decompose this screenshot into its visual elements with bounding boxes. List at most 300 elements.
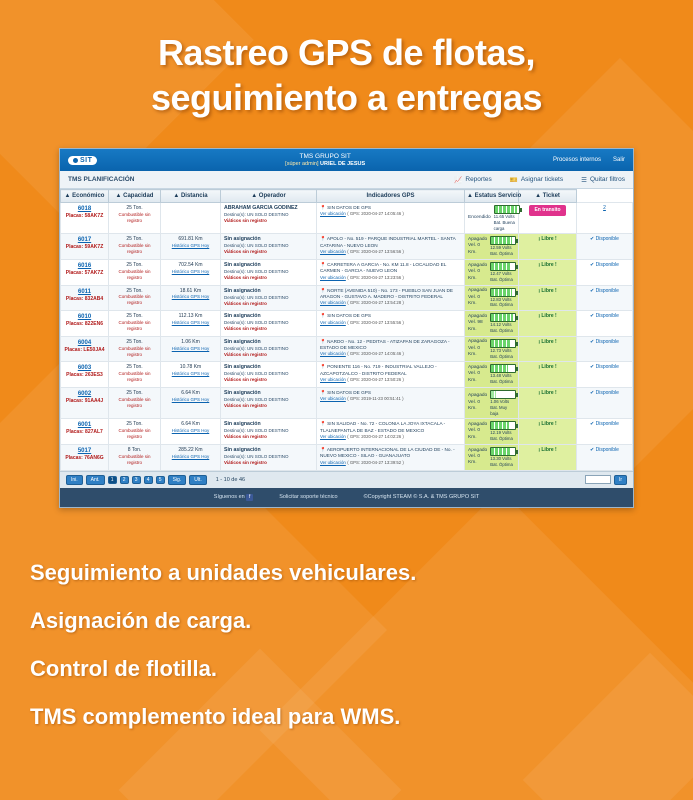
historico-gps-link[interactable]: Histórico GPS Hoy [171, 294, 210, 300]
cell-estatus[interactable] [519, 203, 577, 234]
cell-estatus[interactable] [519, 336, 577, 362]
cell-estatus[interactable] [519, 444, 577, 470]
placas-text: Placas: 76AN6G [65, 455, 104, 462]
velocity-text: Vel. 0 Km. [468, 294, 481, 307]
economico-link[interactable]: 6004 [77, 339, 92, 346]
pager-page-2[interactable]: 2 [120, 476, 129, 484]
ver-ubicacion-link[interactable]: Ver ubicación [320, 300, 346, 306]
list-item: TMS complemento ideal para WMS. [30, 703, 401, 729]
gps-location: 📍 NORTE (AVENIDA 510) - No. 173 - PUEBLO SAN JUAN DE ARAGON - GUSTAVO A. MADERO - DISTRITO FEDERAL [320, 287, 454, 299]
cell-distancia: 18.61 Km Histórico GPS Hoy [161, 285, 221, 311]
placas-text: Placas: 822EN6 [66, 321, 103, 328]
cell-gps [317, 387, 465, 418]
operador-destino: Destino(s): UN SOLO DESTINO [224, 243, 289, 249]
ignition-state: Encendido [468, 214, 491, 220]
cell-ticket[interactable] [577, 444, 633, 470]
battery-icon [490, 421, 516, 430]
cell-estatus[interactable] [519, 234, 577, 260]
ignition-state: Apagado Vel. 0 Km. [468, 339, 488, 358]
gps-location: 📍 SIN DATOS DE GPS [320, 313, 371, 319]
voltage-text: 13.48 Volts [490, 373, 512, 379]
cell-gps [317, 285, 465, 311]
status-badge: ¡ Libre ! [538, 389, 557, 396]
voltage-text: 12.83 Volts [490, 296, 512, 302]
ticket-disponible[interactable]: ✔ Disponible [590, 364, 619, 371]
map-pin-icon: 📍 [320, 389, 326, 395]
cell-ticket[interactable] [577, 362, 633, 388]
footer-follow: Síguenos en f [214, 494, 253, 501]
cell-economico[interactable] [61, 203, 109, 234]
cell-ticket[interactable] [577, 419, 633, 445]
viaticos-note: Viáticos sin registro [224, 249, 267, 255]
viaticos-note: Viáticos sin registro [224, 275, 267, 281]
cell-operador [221, 203, 317, 234]
cell-distancia [161, 203, 221, 234]
cell-economico[interactable] [61, 387, 109, 418]
gps-timestamp: ( GPS: 2020-04-27 13:50:26 ) [347, 377, 404, 383]
operador-nombre: Sin asignación [224, 446, 261, 453]
operador-destino: Destino(s): UN SOLO DESTINO [224, 269, 289, 274]
cell-indicadores [465, 285, 519, 311]
cell-estatus[interactable] [519, 362, 577, 388]
ticket-disponible[interactable]: ✔ Disponible [590, 446, 619, 453]
table-row[interactable] [61, 285, 633, 311]
cell-operador [221, 362, 317, 388]
cell-economico[interactable] [61, 311, 109, 337]
ignition-state: Apagado Vel. 0 Km. [468, 364, 488, 383]
ver-ubicacion-link[interactable]: Ver ubicación [320, 319, 346, 325]
economico-link[interactable]: 6017 [77, 237, 92, 244]
voltage-text: 12.73 Volts [490, 347, 512, 353]
status-badge: ¡ Libre ! [538, 446, 557, 453]
table-row[interactable] [61, 234, 633, 260]
cell-ticket[interactable] [577, 203, 633, 234]
cell-capacidad: 25 Ton. Combustible sin registro [109, 336, 161, 362]
voltage-text: 12.47 Volts [490, 270, 512, 276]
economico-link[interactable]: 6002 [77, 390, 92, 397]
table-row[interactable] [61, 311, 633, 337]
table-header-row [61, 190, 633, 203]
link-salir[interactable]: Salir [612, 157, 625, 163]
placas-text: Placas: 58AK7Z [65, 213, 104, 220]
ver-ubicacion-link[interactable]: Ver ubicación [320, 249, 346, 255]
cell-gps [317, 362, 465, 388]
pager-page-3[interactable]: 3 [132, 476, 141, 484]
col-ticket[interactable]: ▲ Ticket [519, 190, 577, 203]
velocity-text: Vel. 0 Km. [468, 428, 481, 440]
map-pin-icon: 📍 [320, 205, 326, 210]
cell-distancia: 702.54 Km Histórico GPS Hoy [161, 259, 221, 285]
operador-destino: Destino(s): UN SOLO DESTINO [224, 294, 289, 300]
logo-dot-icon [73, 158, 78, 163]
gps-location: 📍 AEROPUERTO INTERNACIONAL DE LA CIUDAD DE - No. - NUEVO MEXICO - SILAO - GUANAJUATO [320, 446, 455, 459]
gps-location: 📍 NARDO - No. 12 - PEDITAS - ATIZAPAN DE ZARAGOZA - ESTADO DE MEXICO [320, 338, 450, 351]
ticket-disponible[interactable]: ✔ Disponible [590, 261, 619, 268]
historico-gps-link[interactable]: Histórico GPS Hoy [171, 371, 210, 377]
ignition-state: Apagado Vel. 0 Km. [468, 262, 488, 281]
velocity-text: Vel. 0 Km. [468, 269, 481, 281]
cell-economico[interactable] [61, 234, 109, 260]
historico-gps-link[interactable]: Histórico GPS Hoy [171, 345, 210, 351]
cell-ticket[interactable] [577, 387, 633, 418]
app-header [60, 149, 633, 171]
app-screenshot [59, 148, 634, 508]
battery-icon [490, 339, 516, 348]
cell-indicadores [465, 444, 519, 470]
pager-first[interactable]: Ini. [66, 475, 83, 485]
pagination-bar [60, 471, 633, 488]
gps-location: 📍 APOLO - No. 519 - PARQUE INDUSTRIAL MARTEL - SANTA CATARINA - NUEVO LEON [320, 236, 456, 248]
historico-gps-link[interactable]: Histórico GPS Hoy [171, 268, 210, 274]
battery-status-text: Bat. Óptima [490, 276, 513, 282]
economico-link[interactable]: 6018 [77, 206, 92, 212]
placas-text: Placas: LE50JA4 [64, 346, 105, 353]
pager-last[interactable]: Ult. [189, 475, 207, 485]
viaticos-note: Viáticos sin registro [224, 460, 267, 466]
footer-copyright: ©Copyright STEAM © S.A. & TMS GRUPO SIT [363, 494, 480, 501]
col-operador[interactable]: ▲ Operador [221, 190, 317, 203]
cell-economico[interactable] [61, 419, 109, 445]
operador-destino: Destino(s): UN SOLO DESTINO [224, 453, 289, 459]
pager-page-1[interactable]: 1 [108, 476, 117, 484]
historico-gps-link[interactable]: Histórico GPS Hoy [171, 396, 210, 402]
cell-economico[interactable] [61, 285, 109, 311]
cell-economico[interactable] [61, 362, 109, 388]
map-pin-icon: 📍 [320, 236, 326, 242]
operador-destino: Destino(s): UN SOLO DESTINO [224, 428, 289, 434]
cell-indicadores [465, 311, 519, 337]
list-item: Seguimiento a unidades vehiculares. [30, 559, 417, 585]
combustible-note: Combustible sin registro [118, 268, 151, 280]
velocity-text: Vel. 98 Km. [468, 320, 483, 332]
battery-status-text: Bat. Óptima [490, 461, 513, 467]
table-row[interactable] [61, 419, 633, 445]
cell-operador [221, 311, 317, 337]
ticket-disponible[interactable]: ✔ Disponible [590, 338, 619, 345]
cell-capacidad: 8 Ton. Combustible sin registro [109, 444, 161, 470]
historico-gps-link[interactable]: Histórico GPS Hoy [171, 319, 210, 325]
cell-gps [317, 311, 465, 337]
map-pin-icon: 📍 [320, 421, 326, 427]
app-title: TMS GRUPO SIT [299, 153, 351, 161]
asignar-tickets-label: Asignar tickets [520, 176, 564, 183]
viaticos-note: Viáticos sin registro [224, 326, 267, 332]
cell-operador [221, 285, 317, 311]
placas-text: Placas: 57AK7Z [65, 270, 104, 277]
voltage-text: 1.06 Volts [490, 398, 510, 404]
gps-location: 📍 CARRETERA A GARCIA - No. KM 11.8 - LOCALIDAD EL CARMEN - GARCIA - NUEVO LEON [320, 261, 447, 274]
velocity-text: Vel. 0 Km. [468, 345, 481, 358]
status-badge: ¡ Libre ! [538, 338, 557, 345]
cell-estatus[interactable] [519, 285, 577, 311]
ignition-state: Apagado Vel. 98 Km. [468, 313, 488, 332]
cell-distancia: 691.81 Km Histórico GPS Hoy [161, 234, 221, 260]
asignar-tickets-button[interactable] [510, 176, 563, 184]
cell-indicadores [465, 259, 519, 285]
gps-timestamp: ( GPS: 2020-04-27 13:54:28 ) [347, 300, 404, 306]
page-title [0, 0, 693, 120]
cell-capacidad: 25 Ton. Combustible sin registro [109, 285, 161, 311]
cell-indicadores [465, 362, 519, 388]
ver-ubicacion-link[interactable]: Ver ubicación [320, 396, 346, 402]
battery-icon [494, 205, 520, 214]
cell-ticket[interactable] [577, 311, 633, 337]
ticket-disponible[interactable]: ✔ Disponible [590, 421, 619, 428]
cell-estatus[interactable] [519, 387, 577, 418]
status-badge: ¡ Libre ! [538, 421, 557, 428]
table-row[interactable] [61, 259, 633, 285]
ignition-state: Apagado Vel. 0 Km. [468, 393, 488, 412]
cell-capacidad: 25 Ton. Combustible sin registro [109, 203, 161, 234]
gps-location: 📍 PONIENTE 116 - No. 719 - INDUSTRIAL VALLEJO - AZCAPOTZALCO - DISTRITO FEDERAL [320, 364, 437, 376]
historico-gps-link[interactable]: Histórico GPS Hoy [171, 453, 210, 459]
cell-gps [317, 203, 465, 234]
cell-gps [317, 419, 465, 445]
gps-timestamp: ( GPS: 2020-04-27 14:02:26 ) [347, 434, 404, 440]
map-pin-icon: 📍 [320, 313, 326, 319]
cell-ticket[interactable] [577, 336, 633, 362]
reportes-button[interactable] [454, 176, 491, 184]
cell-estatus[interactable] [519, 259, 577, 285]
ver-ubicacion-link[interactable]: Ver ubicación [320, 274, 346, 280]
battery-status-text: Bat. Óptima [490, 327, 513, 333]
combustible-note: Combustible sin registro [118, 453, 151, 465]
ignition-state: Apagado Vel. 0 Km. [468, 421, 488, 440]
app-title-block [97, 153, 553, 166]
link-procesos-internos[interactable]: Procesos internos [552, 157, 601, 163]
pager-info: 1 - 10 de 46 [215, 476, 246, 483]
facebook-icon[interactable]: f [246, 494, 253, 501]
battery-status-text: Bat. Óptima [490, 353, 513, 359]
placas-text: Placas: 832AB4 [65, 295, 104, 302]
col-economico[interactable]: ▲ Económico [61, 190, 109, 203]
quitar-filtros-label: Quitar filtros [589, 176, 625, 183]
battery-icon [490, 364, 516, 373]
app-username: URIEL DE JESUS [320, 160, 366, 167]
feature-list [0, 524, 693, 730]
viaticos-note: Viáticos sin registro [224, 218, 267, 224]
sit-logo [68, 156, 97, 165]
combustible-note: Combustible sin registro [118, 396, 151, 408]
status-badge: ¡ Libre ! [538, 287, 557, 294]
pager-page-4[interactable]: 4 [144, 476, 153, 484]
velocity-text: Vel. 0 Km. [468, 399, 481, 412]
units-table [60, 189, 633, 471]
col-distancia[interactable]: ▲ Distancia [161, 190, 221, 203]
ticket-link[interactable]: 2 [603, 205, 606, 211]
ticket-disponible[interactable]: ✔ Disponible [590, 287, 619, 294]
economico-link[interactable]: 6001 [77, 422, 92, 429]
ticket-icon: 🎫 [509, 176, 518, 184]
historico-gps-link[interactable]: Histórico GPS Hoy [171, 428, 210, 434]
combustible-note: Combustible sin registro [118, 371, 151, 383]
col-capacidad[interactable]: ▲ Capacidad [109, 190, 161, 203]
economico-link[interactable]: 6016 [77, 262, 92, 269]
list-item: Asignación de carga. [30, 607, 252, 633]
header-links [553, 157, 625, 163]
placas-text: Placas: 91AA4J [65, 398, 104, 405]
pager-prev[interactable]: Ant. [86, 475, 105, 485]
economico-link[interactable]: 6010 [77, 314, 92, 321]
cell-gps [317, 444, 465, 470]
cell-operador [221, 387, 317, 418]
cell-ticket[interactable] [577, 285, 633, 311]
battery-icon [490, 447, 516, 456]
voltage-text: 14.12 Volts [490, 322, 512, 328]
cell-capacidad: 25 Ton. Combustible sin registro [109, 234, 161, 260]
footer-support-link[interactable]: Solicitar soporte técnico [279, 494, 338, 501]
battery-status-text: Bat. Óptima [490, 436, 513, 442]
cell-operador [221, 419, 317, 445]
gps-timestamp: ( GPS: 2019-11-23 00:51:41 ) [347, 396, 404, 402]
gps-timestamp: ( GPS: 2020-04-27 14:05:46 ) [347, 211, 404, 217]
module-title: TMS PLANIFICACIÓN [68, 176, 135, 183]
table-row[interactable] [61, 387, 633, 418]
cell-operador [221, 234, 317, 260]
operador-nombre: ABRAHAM GARCIA GODINEZ [224, 205, 298, 211]
operador-destino: Destino(s): UN SOLO DESTINO [224, 212, 289, 218]
operador-nombre: Sin asignación [224, 287, 261, 294]
battery-status-text: Bat. Óptima [490, 251, 513, 257]
cell-distancia: 285.22 Km Histórico GPS Hoy [161, 444, 221, 470]
placas-text: Placas: 263ES3 [66, 372, 103, 379]
status-badge: En transito [529, 205, 565, 216]
pager-page-5[interactable]: 5 [156, 476, 165, 484]
status-badge: ¡ Libre ! [538, 261, 557, 268]
cell-indicadores [465, 336, 519, 362]
cell-indicadores [465, 419, 519, 445]
placas-text: Placas: 827AL7 [66, 429, 103, 436]
table-row[interactable] [61, 336, 633, 362]
cell-capacidad: 25 Ton. Combustible sin registro [109, 387, 161, 418]
cell-economico[interactable] [61, 444, 109, 470]
ver-ubicacion-link[interactable]: Ver ubicación [320, 211, 346, 217]
cell-indicadores [465, 387, 519, 418]
ticket-disponible[interactable]: ✔ Disponible [590, 236, 619, 243]
pager-goto-input[interactable] [585, 475, 611, 484]
placas-text: Placas: 59AK7Z [65, 244, 104, 251]
economico-link[interactable]: 6011 [77, 288, 92, 295]
combustible-note: Combustible sin registro [118, 243, 151, 255]
map-pin-icon: 📍 [320, 261, 326, 267]
velocity-text: Vel. 0 Km. [468, 243, 481, 255]
cell-distancia: 6.64 Km Histórico GPS Hoy [161, 419, 221, 445]
gps-location: 📍 SIN SALIDAD - No. 72 - COLONIA LA JOYA IXTACALA - TLALNEPANTLA DE BAZ - ESTADO DE MEXICO [320, 421, 446, 433]
operador-nombre: Sin asignación [224, 389, 261, 396]
col-indicadores-gps[interactable]: Indicadores GPS [317, 190, 465, 203]
app-user-line [97, 161, 553, 167]
table-row[interactable] [61, 203, 633, 234]
ticket-disponible[interactable]: ✔ Disponible [590, 389, 619, 396]
cell-gps [317, 336, 465, 362]
reportes-label: Reportes [465, 176, 492, 183]
gps-location: 📍 SIN DATOS DE GPS [320, 389, 371, 395]
operador-destino: Destino(s): UN SOLO DESTINO [224, 320, 289, 326]
operador-nombre: Sin asignación [224, 313, 261, 320]
cell-capacidad: 25 Ton. Combustible sin registro [109, 419, 161, 445]
voltage-text: 12.59 Volts [490, 245, 512, 251]
map-pin-icon: 📍 [320, 446, 326, 452]
cell-ticket[interactable] [577, 259, 633, 285]
viaticos-note: Viáticos sin registro [224, 300, 267, 306]
cell-indicadores [465, 234, 519, 260]
status-badge: ¡ Libre ! [538, 236, 557, 243]
cell-operador [221, 444, 317, 470]
gps-timestamp: ( GPS: 2020-04-27 13:23:56 ) [347, 274, 404, 280]
ver-ubicacion-link[interactable]: Ver ubicación [320, 434, 346, 440]
ver-ubicacion-link[interactable]: Ver ubicación [320, 351, 346, 357]
cell-gps [317, 259, 465, 285]
operador-destino: Destino(s): UN SOLO DESTINO [224, 396, 289, 402]
gps-location: 📍 SIN DATOS DE GPS [320, 205, 371, 210]
combustible-note: Combustible sin registro [118, 345, 151, 357]
cell-estatus[interactable] [519, 311, 577, 337]
cell-capacidad: 25 Ton. Combustible sin registro [109, 362, 161, 388]
status-badge: ¡ Libre ! [538, 313, 557, 320]
cell-distancia: 1.06 Km Histórico GPS Hoy [161, 336, 221, 362]
ticket-disponible[interactable]: ✔ Disponible [590, 313, 619, 320]
combustible-note: Combustible sin registro [118, 294, 151, 306]
col-estatus-servicio[interactable]: ▲ Estatus Servicio [465, 190, 519, 203]
ver-ubicacion-link[interactable]: Ver ubicación [320, 377, 346, 383]
pager-next[interactable]: Sig. [168, 475, 187, 485]
historico-gps-link[interactable]: Histórico GPS Hoy [171, 243, 210, 249]
cell-distancia: 6.64 Km Histórico GPS Hoy [161, 387, 221, 418]
operador-nombre: Sin asignación [224, 421, 261, 428]
cell-economico[interactable] [61, 336, 109, 362]
economico-link[interactable]: 5017 [77, 447, 92, 454]
map-pin-icon: 📍 [320, 287, 326, 293]
battery-status-text: Bat. Buena carga [493, 219, 515, 231]
combustible-note: Combustible sin registro [118, 211, 151, 223]
headline-line-2: seguimiento a entregas [150, 77, 543, 118]
cell-distancia: 10.78 Km Histórico GPS Hoy [161, 362, 221, 388]
status-badge: ¡ Libre ! [538, 364, 557, 371]
quitar-filtros-button[interactable] [581, 176, 625, 184]
economico-link[interactable]: 6003 [77, 365, 92, 372]
viaticos-note: Viáticos sin registro [224, 351, 267, 357]
velocity-text: Vel. 0 Km. [468, 371, 481, 383]
app-role: [súper admin] [285, 160, 321, 167]
battery-icon [490, 262, 516, 271]
ignition-state: Apagado Vel. 0 Km. [468, 236, 488, 255]
operador-destino: Destino(s): UN SOLO DESTINO [224, 371, 289, 377]
cell-estatus[interactable] [519, 419, 577, 445]
map-pin-icon: 📍 [320, 338, 326, 344]
operador-nombre: Sin asignación [224, 364, 261, 371]
table-row[interactable] [61, 444, 633, 470]
viaticos-note: Viáticos sin registro [224, 434, 267, 440]
cell-economico[interactable] [61, 259, 109, 285]
combustible-note: Combustible sin registro [118, 428, 151, 440]
battery-icon [490, 236, 516, 245]
operador-nombre: Sin asignación [224, 261, 261, 268]
ver-ubicacion-link[interactable]: Ver ubicación [320, 459, 346, 465]
module-toolbar [60, 171, 633, 189]
cell-capacidad: 25 Ton. Combustible sin registro [109, 259, 161, 285]
pager-go-button[interactable]: Ir [614, 475, 627, 485]
operador-destino: Destino(s): UN SOLO DESTINO [224, 345, 289, 351]
table-row[interactable] [61, 362, 633, 388]
gps-timestamp: ( GPS: 2020-04-27 14:05:46 ) [347, 351, 404, 357]
cell-indicadores [465, 203, 519, 234]
voltage-text: 12.19 Volts [490, 430, 512, 436]
logo-text: SIT [80, 156, 93, 164]
battery-icon [490, 390, 516, 399]
gps-timestamp: ( GPS: 2020-04-27 13:39:52 ) [347, 459, 404, 465]
cell-operador [221, 336, 317, 362]
cell-ticket[interactable] [577, 234, 633, 260]
